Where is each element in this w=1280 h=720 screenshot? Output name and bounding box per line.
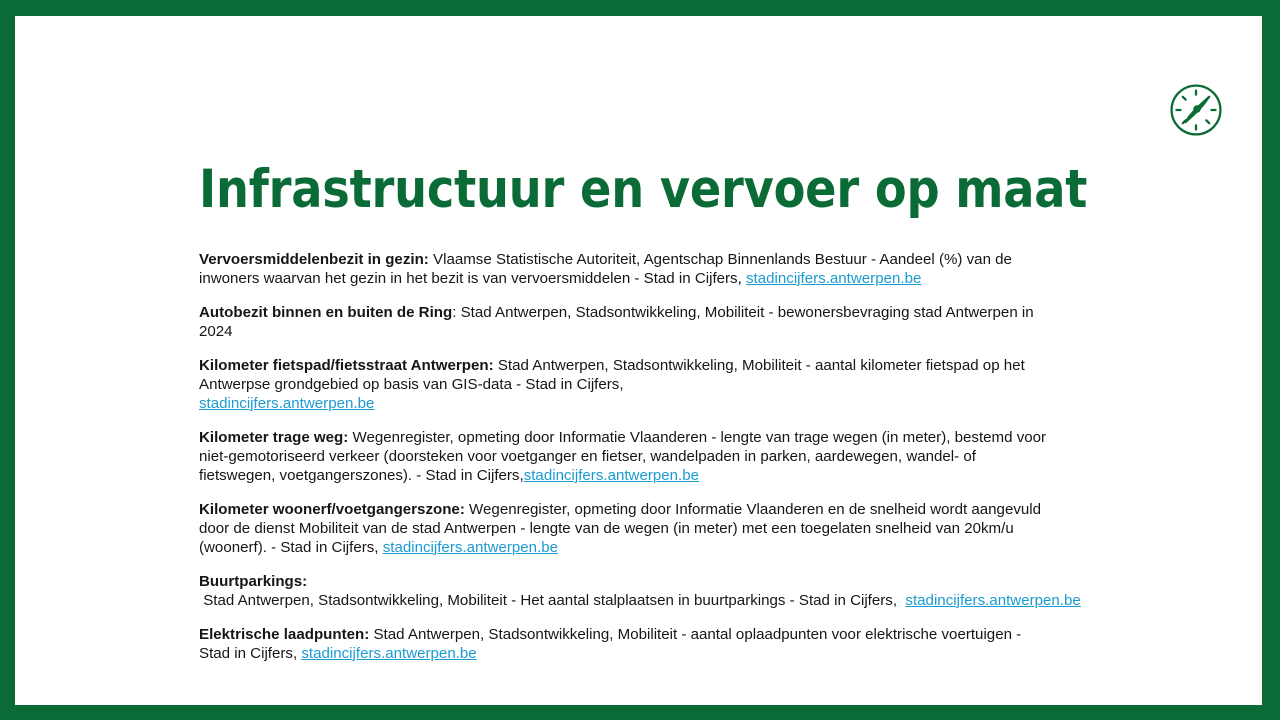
paragraph-body: Wegenregister, opmeting door Informatie Vlaanderen - lengte van trage wegen (in meter), bestemd voor niet-gemotoriseerd verkeer (doorsteken voor voetganger en fietser, wandelpaden in parken, aardewegen, wandel- of fietswegen, voetgangerszones). - Stad in Cijfers,	[199, 429, 1047, 484]
page-title: Infrastructuur en vervoer op maat	[199, 159, 1088, 220]
paragraph-kilometer-fietspad	[199, 357, 1051, 413]
slide-canvas	[15, 16, 1262, 705]
compass-icon	[1165, 79, 1227, 141]
source-link[interactable]: stadincijfers.antwerpen.be	[199, 394, 375, 412]
body-content	[199, 251, 1081, 664]
paragraph-body: : Stad Antwerpen, Stadsontwikkeling, Mobiliteit - bewonersbevraging stad Antwerpen in 2024	[199, 304, 1034, 340]
paragraph-body: Vlaamse Statistische Autoriteit, Agentschap Binnenlands Bestuur - Aandeel (%) van de inwoners waarvan het gezin in het bezit is van vervoersmiddelen - Stad in Cijfers,	[199, 251, 1012, 287]
paragraph-autobezit	[199, 304, 1051, 342]
paragraph-label: Kilometer trage weg:	[199, 429, 349, 447]
paragraph-vervoersmiddelenbezit	[199, 251, 1051, 289]
paragraph-label: Autobezit binnen en buiten de Ring	[199, 304, 453, 322]
paragraph-label: Elektrische laadpunten:	[199, 625, 370, 643]
paragraph-body: Wegenregister, opmeting door Informatie Vlaanderen en de snelheid wordt aangevuld door de dienst Mobiliteit van de stad Antwerpen - lengte van de wegen (in meter) met een toegelaten snelheid van 20km/u (woonerf). - Stad in Cijfers,	[199, 500, 1042, 556]
paragraph-kilometer-trage-weg	[199, 429, 1051, 485]
paragraph-label: Vervoersmiddelenbezit in gezin:	[199, 251, 429, 268]
paragraph-elektrische-laadpunten	[199, 626, 1051, 664]
source-link[interactable]: stadincijfers.antwerpen.be	[905, 591, 1081, 609]
paragraph-body: Stad Antwerpen, Stadsontwikkeling, Mobiliteit - aantal kilometer fietspad op het Antwerpse grondgebied op basis van GIS-data - Stad in Cijfers,	[199, 357, 1025, 393]
source-link[interactable]: stadincijfers.antwerpen.be	[523, 466, 700, 484]
source-link[interactable]: stadincijfers.antwerpen.be	[301, 644, 477, 662]
source-link[interactable]: stadincijfers.antwerpen.be	[746, 269, 922, 287]
paragraph-label: Kilometer woonerf/voetgangerszone:	[199, 500, 465, 518]
paragraph-body: Stad Antwerpen, Stadsontwikkeling, Mobiliteit - Het aantal stalplaatsen in buurtparkings - Stad in Cijfers,	[199, 591, 906, 609]
paragraph-label: Buurtparkings:	[199, 572, 308, 590]
paragraph-label: Kilometer fietspad/fietsstraat Antwerpen:	[199, 357, 494, 375]
paragraph-body: Stad Antwerpen, Stadsontwikkeling, Mobiliteit - aantal oplaadpunten voor elektrische voertuigen - Stad in Cijfers,	[199, 625, 1022, 662]
paragraph-buurtparkings	[199, 572, 1081, 611]
paragraph-kilometer-woonerf	[199, 501, 1051, 557]
source-link[interactable]: stadincijfers.antwerpen.be	[382, 538, 559, 556]
